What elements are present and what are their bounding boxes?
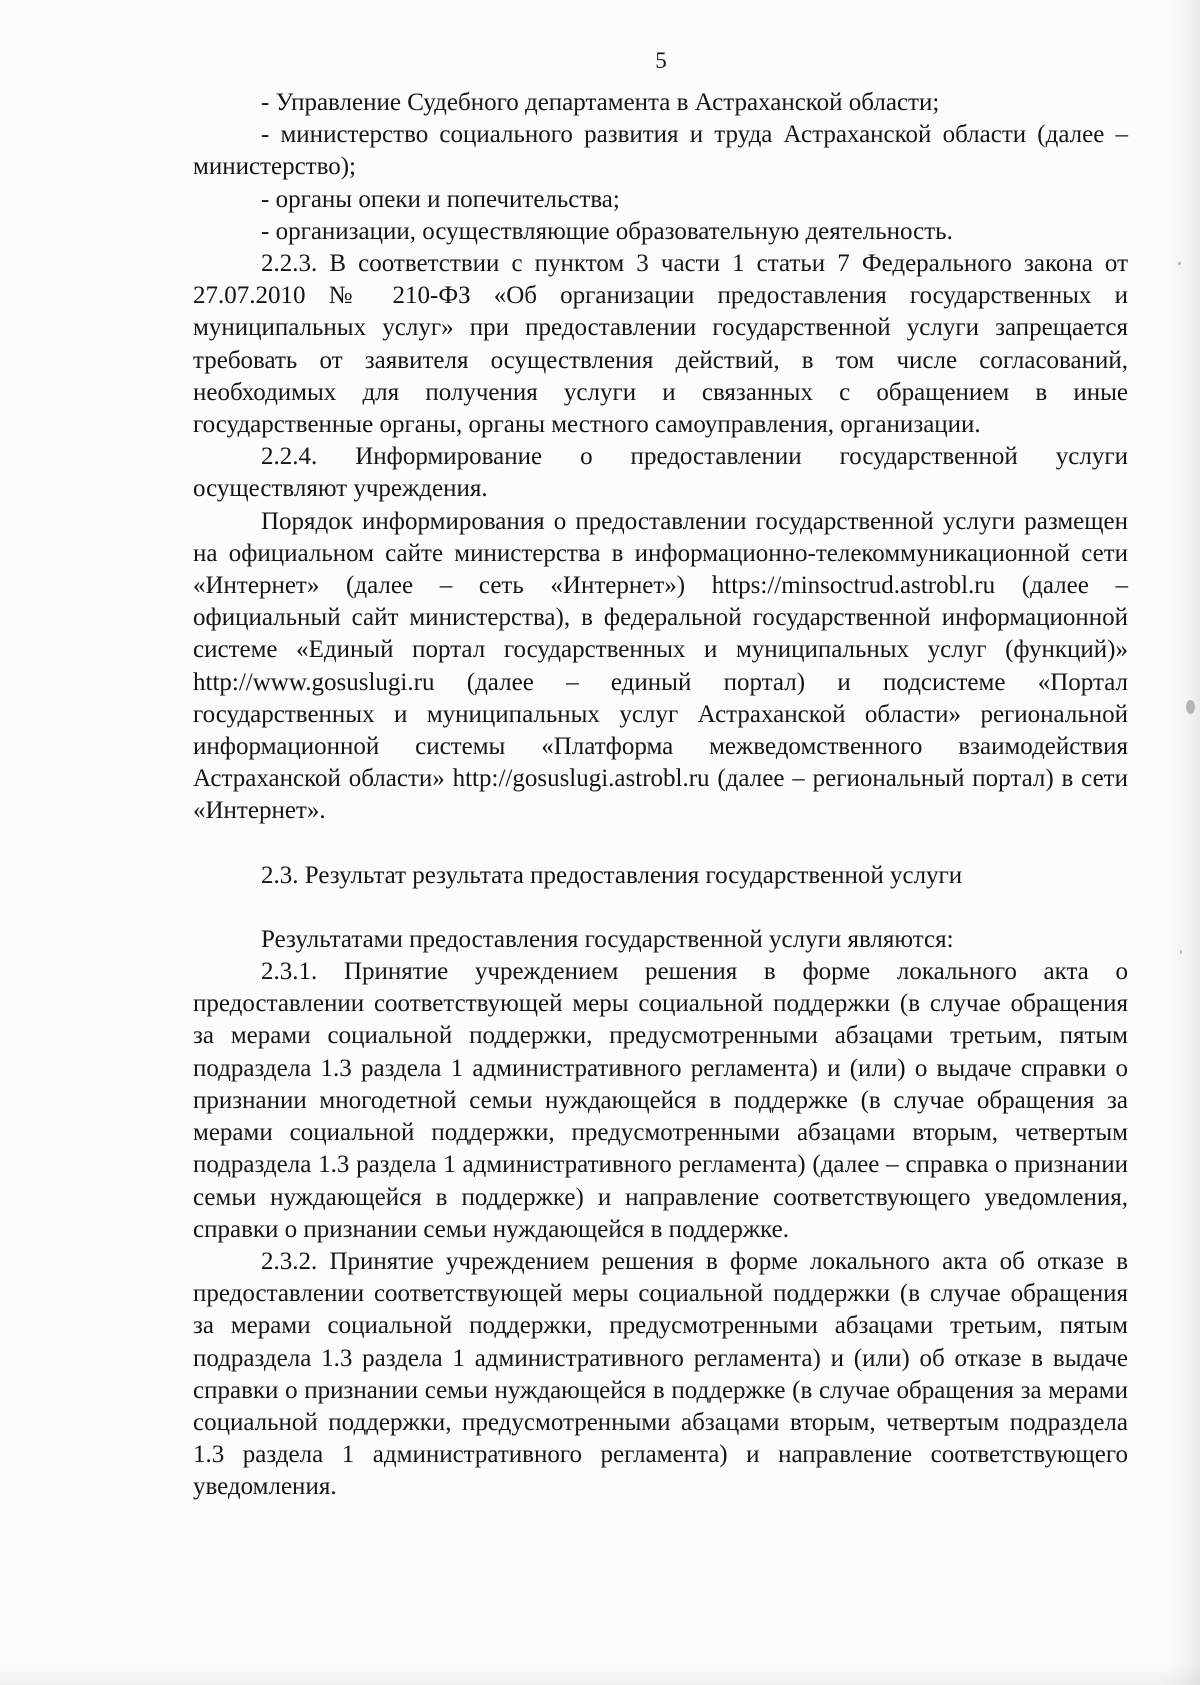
paragraph-2-2-4: 2.2.4. Информирование о предоставлении государственной услуги осуществляют учреждения. (193, 443, 1128, 503)
list-item-guardianship: - органы опеки и попечительства; (261, 185, 620, 213)
list-item-education-orgs: - организации, осуществляющие образовательную деятельность. (261, 217, 953, 245)
scan-speck (1186, 700, 1195, 714)
paragraph-information-order: Порядок информирования о предоставлении государственной услуги размещен на официальном сайте министерства в информационно-телекоммуникационной сети «Интернет» (далее – сеть «Интернет») https://minsoctrud.astrobl.ru (далее – официальный сайт министерства), в федеральной государственной информационной системе «Единый портал государственных и муниципальных услуг (функций)» http://www.gosuslugi.ru (далее – единый портал) и подсистеме «Портал государственных и муниципальных услуг Астраханской области» региональной информационной системы «Платформа межведомственного взаимодействия Астраханской области» http://gosuslugi.astrobl.ru (далее – региональный портал) в сети «Интернет». (193, 507, 1128, 825)
page-number: 5 (655, 48, 667, 73)
section-heading-2-3: 2.3. Результат результата предоставления государственной услуги (261, 861, 963, 889)
paragraph-2-3-2: 2.3.2. Принятие учреждением решения в форме локального акта об отказе в предоставлении соответствующей меры социальной поддержки (в случае обращения за мерами социальной поддержки, предусмотренными абзацами третьим, пятым подраздела 1.3 раздела 1 административного регламента) и (или) об отказе в выдаче справки о признании семьи нуждающейся в поддержке (в случае обращения за мерами социальной поддержки, предусмотренными абзацами вторым, четвертым подраздела 1.3 раздела 1 административного регламента) и направление соответствующего уведомления. (193, 1247, 1128, 1501)
scan-speck (1178, 262, 1181, 265)
document-body (193, 87, 1128, 1504)
scan-shadow-bottom (0, 1663, 1200, 1685)
list-item-ministry: - министерство социального развития и труда Астраханской области (далее – министерство); (193, 121, 1128, 181)
paragraph-results-intro: Результатами предоставления государственной услуги являются: (261, 925, 954, 953)
scan-speck (1180, 950, 1182, 954)
paragraph-2-3-1: 2.3.1. Принятие учреждением решения в форме локального акта о предоставлении соответствующей меры социальной поддержки (в случае обращения за мерами социальной поддержки, предусмотренными абзацами третьим, пятым подраздела 1.3 раздела 1 административного регламента) и (или) о выдаче справки о признании многодетной семьи нуждающейся в поддержке (в случае обращения за мерами социальной поддержки, предусмотренными абзацами вторым, четвертым подраздела 1.3 раздела 1 административного регламента) (далее – справка о признании семьи нуждающейся в поддержке) и направление соответствующего уведомления, справки о признании семьи нуждающейся в поддержке. (193, 958, 1128, 1243)
paragraph-2-2-3: 2.2.3. В соответствии с пунктом 3 части 1 статьи 7 Федерального закона от 27.07.2010 № 210-ФЗ «Об организации предоставления государственных и муниципальных услуг» при предоставлении государственной услуги запрещается требовать от заявителя осуществления действий, в том числе согласований, необходимых для получения услуги и связанных с обращением в иные государственные органы, органы местного самоуправления, организации. (193, 250, 1128, 439)
scan-shadow-right (1164, 0, 1200, 1685)
list-item-judicial-department: - Управление Судебного департамента в Астраханской области; (261, 89, 940, 116)
